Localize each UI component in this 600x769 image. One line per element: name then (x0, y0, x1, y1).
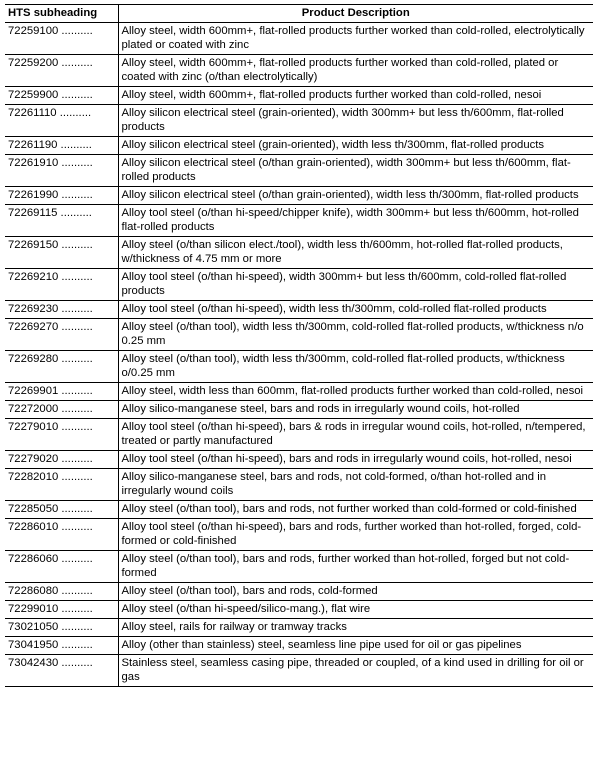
hts-code-cell: 72279010 .......... (5, 419, 118, 451)
hts-code-cell: 72269115 .......... (5, 205, 118, 237)
product-description-cell: Stainless steel, seamless casing pipe, threaded or coupled, of a kind used in drilling for oil or gas (118, 655, 593, 687)
table-row (5, 451, 593, 469)
table-row (5, 619, 593, 637)
table-row (5, 155, 593, 187)
hts-code-cell: 72259100 .......... (5, 23, 118, 55)
table-row (5, 583, 593, 601)
hts-code-cell: 72286010 .......... (5, 519, 118, 551)
table-row (5, 23, 593, 55)
table-row (5, 351, 593, 383)
table-body (5, 23, 593, 687)
hts-code-cell: 72269150 .......... (5, 237, 118, 269)
table-row (5, 187, 593, 205)
table-row (5, 469, 593, 501)
product-description-cell: Alloy silicon electrical steel (grain-oriented), width 300mm+ but less th/600mm, flat-rolled products (118, 105, 593, 137)
product-description-header: Product Description (118, 5, 593, 23)
product-description-cell: Alloy steel, width 600mm+, flat-rolled products further worked than cold-rolled, electrolytically plated or coated with zinc (118, 23, 593, 55)
hts-code-cell: 72269270 .......... (5, 319, 118, 351)
hts-code-cell: 72286080 .......... (5, 583, 118, 601)
product-description-cell: Alloy steel (o/than tool), width less th/300mm, cold-rolled flat-rolled products, w/thickness o/0.25 mm (118, 351, 593, 383)
hts-code-cell: 73021050 .......... (5, 619, 118, 637)
table-row (5, 383, 593, 401)
product-description-cell: Alloy tool steel (o/than hi-speed), width 300mm+ but less th/600mm, cold-rolled flat-rolled products (118, 269, 593, 301)
product-description-cell: Alloy silico-manganese steel, bars and rods, not cold-formed, o/than hot-rolled and in irregularly wound coils (118, 469, 593, 501)
hts-code-cell: 72269901 .......... (5, 383, 118, 401)
hts-code-cell: 72279020 .......... (5, 451, 118, 469)
table-row (5, 519, 593, 551)
hts-code-cell: 73042430 .......... (5, 655, 118, 687)
product-description-cell: Alloy tool steel (o/than hi-speed), width less th/300mm, cold-rolled flat-rolled products (118, 301, 593, 319)
product-description-cell: Alloy silicon electrical steel (grain-oriented), width less th/300mm, flat-rolled products (118, 137, 593, 155)
product-description-cell: Alloy steel (o/than hi-speed/silico-mang.), flat wire (118, 601, 593, 619)
table-row (5, 137, 593, 155)
product-description-cell: Alloy tool steel (o/than hi-speed), bars & rods in irregular wound coils, hot-rolled, n/tempered, treated or partly manufactured (118, 419, 593, 451)
table-row (5, 205, 593, 237)
table-row (5, 551, 593, 583)
product-description-cell: Alloy silicon electrical steel (o/than grain-oriented), width less th/300mm, flat-rolled products (118, 187, 593, 205)
product-description-cell: Alloy steel (o/than tool), bars and rods, cold-formed (118, 583, 593, 601)
hts-code-cell: 72259900 .......... (5, 87, 118, 105)
table-header-row (5, 5, 593, 23)
table-row (5, 237, 593, 269)
hts-code-cell: 72272000 .......... (5, 401, 118, 419)
table-row (5, 419, 593, 451)
hts-code-cell: 72261910 .......... (5, 155, 118, 187)
table-row (5, 637, 593, 655)
table-row (5, 105, 593, 137)
table-row (5, 601, 593, 619)
table-row (5, 55, 593, 87)
product-description-cell: Alloy steel (o/than silicon elect./tool), width less th/600mm, hot-rolled flat-rolled products, w/thickness of 4.75 mm or more (118, 237, 593, 269)
product-description-cell: Alloy tool steel (o/than hi-speed/chipper knife), width 300mm+ but less th/600mm, hot-rolled flat-rolled products (118, 205, 593, 237)
hts-code-cell: 72269230 .......... (5, 301, 118, 319)
product-description-cell: Alloy silico-manganese steel, bars and rods in irregularly wound coils, hot-rolled (118, 401, 593, 419)
hts-code-cell: 72261990 .......... (5, 187, 118, 205)
product-description-cell: Alloy steel, width less than 600mm, flat-rolled products further worked than cold-rolled, nesoi (118, 383, 593, 401)
product-description-cell: Alloy tool steel (o/than hi-speed), bars and rods, further worked than hot-rolled, forged, cold-formed or cold-finished (118, 519, 593, 551)
product-description-cell: Alloy steel, width 600mm+, flat-rolled products further worked than cold-rolled, nesoi (118, 87, 593, 105)
hts-code-cell: 72285050 .......... (5, 501, 118, 519)
hts-code-cell: 72286060 .......... (5, 551, 118, 583)
hts-code-cell: 72299010 .......... (5, 601, 118, 619)
hts-code-cell: 72259200 .......... (5, 55, 118, 87)
table-row (5, 319, 593, 351)
hts-subheading-header: HTS subheading (5, 5, 118, 23)
product-description-cell: Alloy (other than stainless) steel, seamless line pipe used for oil or gas pipelines (118, 637, 593, 655)
table-row (5, 301, 593, 319)
product-description-cell: Alloy silicon electrical steel (o/than grain-oriented), width 300mm+ but less th/600mm, flat-rolled products (118, 155, 593, 187)
hts-code-cell: 72261190 .......... (5, 137, 118, 155)
table-row (5, 501, 593, 519)
product-description-cell: Alloy steel (o/than tool), bars and rods, further worked than hot-rolled, forged but not cold-formed (118, 551, 593, 583)
table-row (5, 401, 593, 419)
table-row (5, 269, 593, 301)
hts-table (5, 4, 593, 687)
hts-code-cell: 72282010 .......... (5, 469, 118, 501)
hts-code-cell: 73041950 .......... (5, 637, 118, 655)
product-description-cell: Alloy tool steel (o/than hi-speed), bars and rods in irregularly wound coils, hot-rolled, nesoi (118, 451, 593, 469)
product-description-cell: Alloy steel (o/than tool), width less th/300mm, cold-rolled flat-rolled products, w/thickness n/o 0.25 mm (118, 319, 593, 351)
table-row (5, 655, 593, 687)
product-description-cell: Alloy steel (o/than tool), bars and rods, not further worked than cold-formed or cold-finished (118, 501, 593, 519)
product-description-cell: Alloy steel, width 600mm+, flat-rolled products further worked than cold-rolled, plated or coated with zinc (o/than electrolytically) (118, 55, 593, 87)
hts-code-cell: 72261110 .......... (5, 105, 118, 137)
hts-code-cell: 72269210 .......... (5, 269, 118, 301)
table-row (5, 87, 593, 105)
hts-code-cell: 72269280 .......... (5, 351, 118, 383)
product-description-cell: Alloy steel, rails for railway or tramway tracks (118, 619, 593, 637)
